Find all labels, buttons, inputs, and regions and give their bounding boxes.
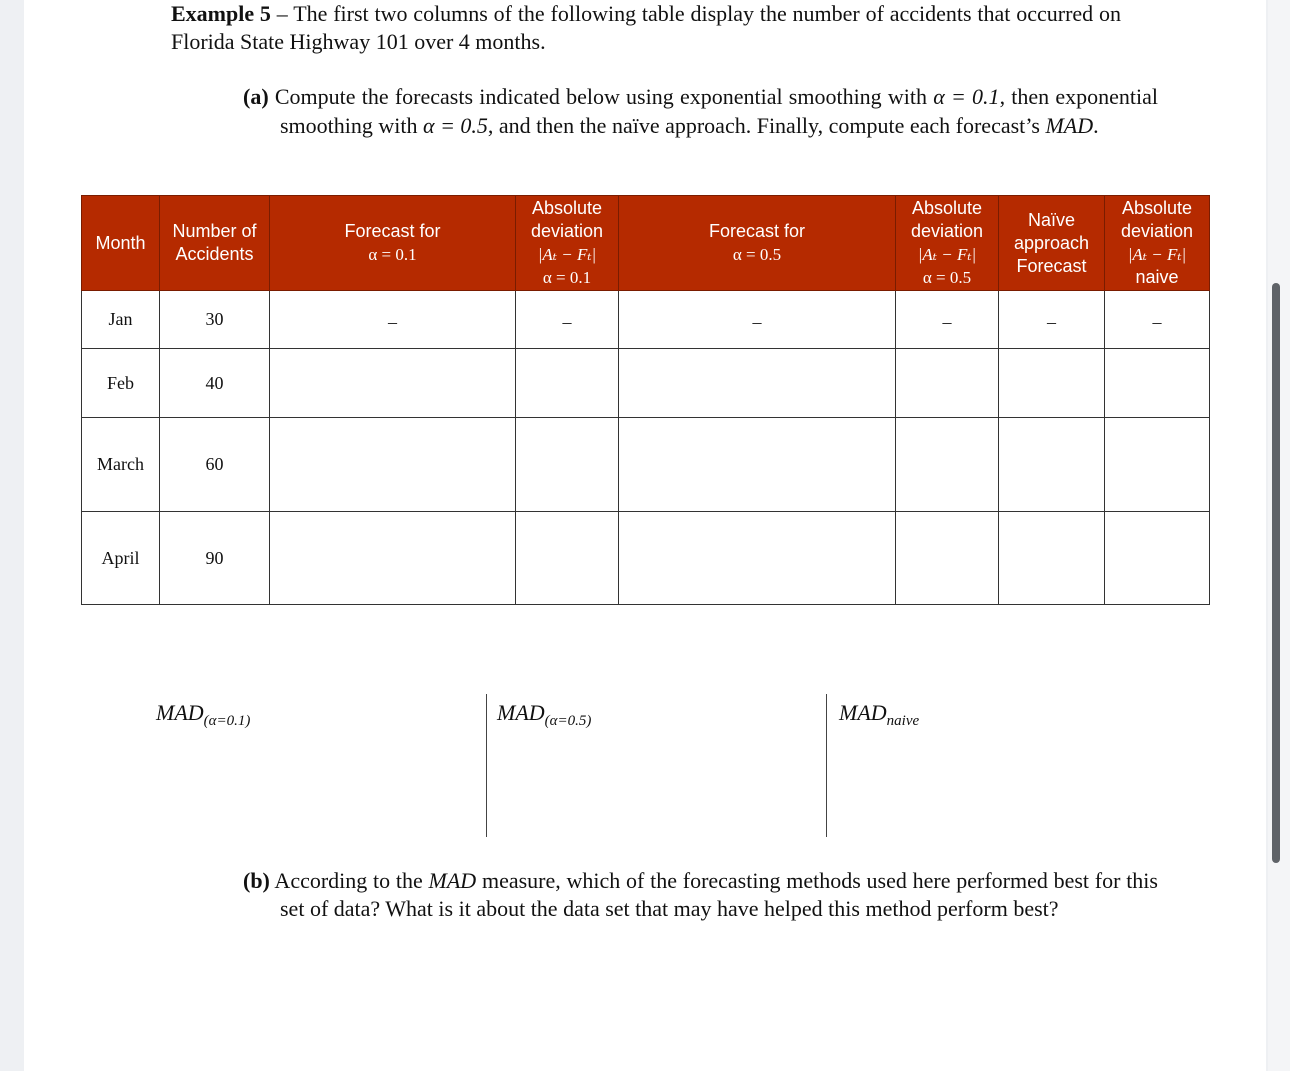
cell-forecast-01[interactable] bbox=[270, 418, 516, 512]
cell-forecast-01[interactable] bbox=[270, 512, 516, 605]
cell-absdev-01[interactable] bbox=[516, 291, 619, 349]
part-b-text: measure, which of the forecasting methods used here performed best for this set of data? What is it about the data set that may have helped this method perform best? bbox=[280, 868, 1158, 921]
cell-month: Jan bbox=[82, 291, 160, 349]
mad-divider bbox=[486, 694, 487, 837]
header-forecast-01 bbox=[270, 196, 516, 291]
alpha-value: α = 0.5 bbox=[423, 113, 488, 138]
header-label: Forecast for bbox=[708, 221, 806, 241]
cell-dash: – bbox=[1152, 312, 1162, 332]
cell-forecast-05[interactable] bbox=[619, 291, 896, 349]
header-naive-forecast: Naïve approach Forecast bbox=[999, 196, 1105, 291]
mad-subscript: naive bbox=[886, 713, 920, 729]
cell-dash: – bbox=[942, 312, 952, 332]
accidents-table bbox=[81, 195, 1210, 605]
cell-forecast-01[interactable] bbox=[270, 349, 516, 418]
table-row bbox=[82, 418, 1210, 512]
cell-absdev-05[interactable] bbox=[896, 291, 999, 349]
cell-month: March bbox=[82, 418, 160, 512]
mad-alpha-05 bbox=[497, 700, 591, 730]
cell-accidents: 60 bbox=[160, 418, 270, 512]
header-absdev-01 bbox=[516, 196, 619, 291]
cell-absdev-01[interactable] bbox=[516, 349, 619, 418]
cell-naive[interactable] bbox=[999, 418, 1105, 512]
cell-absdev-05[interactable] bbox=[896, 418, 999, 512]
mad-alpha-01 bbox=[156, 700, 250, 730]
cell-absdev-naive[interactable] bbox=[1105, 349, 1210, 418]
mad-term: MAD bbox=[428, 868, 477, 893]
table-row bbox=[82, 512, 1210, 605]
cell-accidents: 30 bbox=[160, 291, 270, 349]
part-a-text: , and then the naïve approach. Finally, compute each forecast’s bbox=[487, 113, 1046, 138]
mad-label: MAD bbox=[839, 700, 887, 725]
scrollbar-thumb[interactable] bbox=[1272, 283, 1280, 863]
header-alpha: α = 0.1 bbox=[542, 268, 592, 287]
header-alpha: α = 0.5 bbox=[922, 268, 972, 287]
header-label: Absolute deviation bbox=[1120, 198, 1194, 241]
part-a-label: (a) bbox=[243, 84, 269, 109]
header-formula: |Aₜ − Fₜ| bbox=[1127, 245, 1187, 264]
header-absdev-05 bbox=[896, 196, 999, 291]
cell-absdev-05[interactable] bbox=[896, 512, 999, 605]
table-header-row bbox=[82, 196, 1210, 291]
part-a-text: . bbox=[1093, 113, 1099, 138]
cell-dash: – bbox=[562, 312, 572, 332]
cell-forecast-05[interactable] bbox=[619, 512, 896, 605]
header-forecast-05 bbox=[619, 196, 896, 291]
header-alpha: α = 0.5 bbox=[732, 245, 782, 264]
mad-term: MAD bbox=[1045, 113, 1094, 138]
header-formula: |Aₜ − Fₜ| bbox=[537, 245, 597, 264]
mad-label: MAD bbox=[497, 700, 545, 725]
header-absdev-naive bbox=[1105, 196, 1210, 291]
cell-forecast-05[interactable] bbox=[619, 418, 896, 512]
cell-forecast-05[interactable] bbox=[619, 349, 896, 418]
table-row bbox=[82, 349, 1210, 418]
cell-absdev-naive[interactable] bbox=[1105, 512, 1210, 605]
mad-subscript: (α=0.1) bbox=[203, 713, 251, 729]
cell-accidents: 40 bbox=[160, 349, 270, 418]
header-formula: |Aₜ − Fₜ| bbox=[917, 245, 977, 264]
header-label: Absolute deviation bbox=[530, 198, 604, 241]
cell-month: April bbox=[82, 512, 160, 605]
cell-dash: – bbox=[752, 312, 762, 332]
part-b-label: (b) bbox=[243, 868, 270, 893]
example-text: – The first two columns of the following table display the number of accidents that occurred on Florida State Highway 101 over 4 months. bbox=[171, 1, 1121, 54]
mad-subscript: (α=0.5) bbox=[544, 713, 592, 729]
header-accidents: Number of Accidents bbox=[160, 196, 270, 291]
cell-naive[interactable] bbox=[999, 512, 1105, 605]
header-label: Absolute deviation bbox=[910, 198, 984, 241]
cell-month: Feb bbox=[82, 349, 160, 418]
cell-naive[interactable] bbox=[999, 291, 1105, 349]
part-a-text: , then exponential smoothing with bbox=[280, 84, 1158, 138]
mad-naive bbox=[839, 700, 919, 730]
example-label: Example 5 bbox=[171, 1, 271, 26]
mad-divider bbox=[826, 694, 827, 837]
cell-absdev-05[interactable] bbox=[896, 349, 999, 418]
cell-absdev-01[interactable] bbox=[516, 418, 619, 512]
cell-naive[interactable] bbox=[999, 349, 1105, 418]
example-intro bbox=[171, 0, 1121, 56]
cell-absdev-naive[interactable] bbox=[1105, 418, 1210, 512]
mad-label: MAD bbox=[156, 700, 204, 725]
cell-absdev-01[interactable] bbox=[516, 512, 619, 605]
cell-dash: – bbox=[388, 312, 397, 332]
cell-accidents: 90 bbox=[160, 512, 270, 605]
part-a-text: Compute the forecasts indicated below using exponential smoothing with bbox=[268, 84, 934, 109]
cell-dash: – bbox=[1047, 312, 1056, 332]
header-label: Forecast for bbox=[344, 221, 441, 241]
part-a-question bbox=[243, 82, 1158, 140]
cell-absdev-naive[interactable] bbox=[1105, 291, 1210, 349]
part-b-text: According to the bbox=[269, 868, 429, 893]
cell-forecast-01[interactable] bbox=[270, 291, 516, 349]
header-naive-sub: naive bbox=[1135, 267, 1179, 287]
header-month: Month bbox=[82, 196, 160, 291]
table-row bbox=[82, 291, 1210, 349]
header-alpha: α = 0.1 bbox=[368, 245, 417, 264]
alpha-value: α = 0.1 bbox=[933, 84, 1000, 109]
part-b-question bbox=[243, 867, 1158, 923]
